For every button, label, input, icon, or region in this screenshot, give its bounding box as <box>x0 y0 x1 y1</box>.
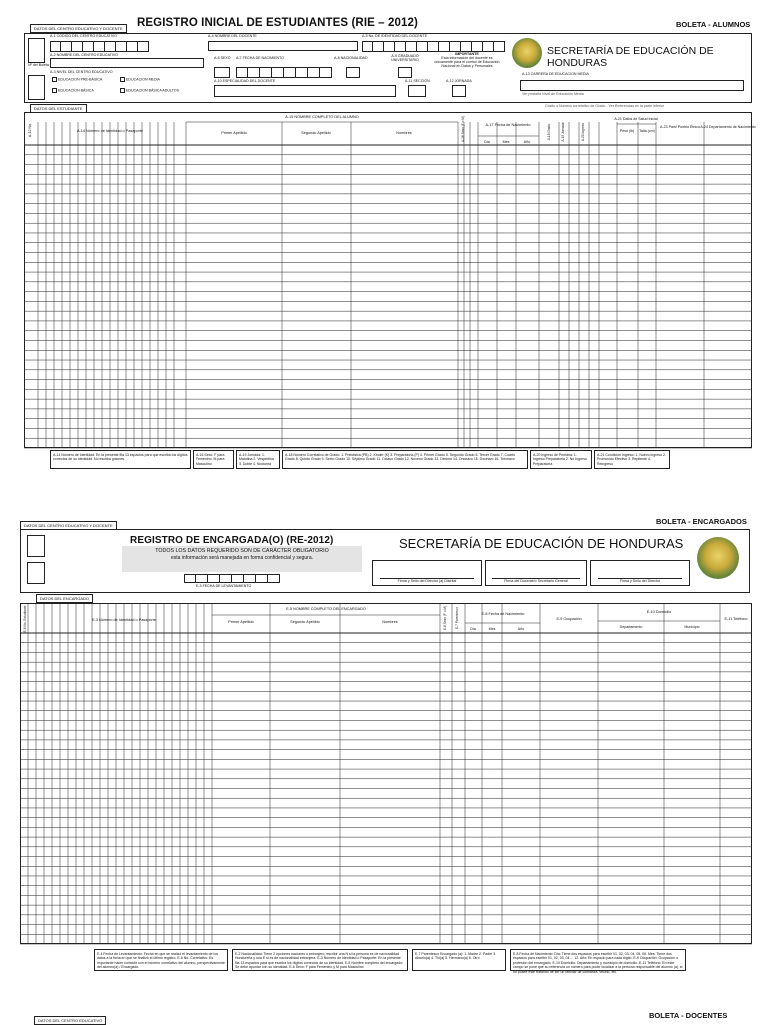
nombre-centro-input[interactable] <box>50 58 204 68</box>
column-header: Talla (cm) <box>639 129 655 133</box>
column-header: E-11 Teléfono <box>724 617 748 621</box>
legend-text: A-14 Número de Identidad: En la presente fila 13 espacios para que escriba los dígitos correctos de su identidad. No escriba guiones. <box>53 453 188 462</box>
column-header: Mes <box>488 627 496 631</box>
legend-text: A-20 Ingreso de Primaria: 1. Ingreso Preparatoria 2. No Ingreso Preparatoria <box>533 453 587 466</box>
column-header: Nombres <box>396 131 412 135</box>
encargado-table[interactable] <box>20 603 752 944</box>
especialidad-input[interactable] <box>214 85 396 97</box>
form-title: REGISTRO DE ENCARGADA(O) (RE-2012) <box>130 535 334 546</box>
column-header: Nombres <box>382 620 398 624</box>
legend-ingreso <box>530 450 592 469</box>
a5-label: A-5 No. DE IDENTIDAD DEL DOCENTE <box>362 34 427 38</box>
legend-text: E-2 Nacionalidad: Tiene 2 opciones naciones o extranjero, escribir una N si la persona es de nacionalidad Hondureña y una E si es de nacionalidad extranjera. E-3 Número de Identidad o Pasaporte: En la presente fila 13 espacios para que escriba los dígitos correctos de su identidad. E-5 Nombre completo del encargado: Se debe apuntar con su identidad. E-6 Sexo: F para Femenino y M para Masculino <box>235 952 404 970</box>
subtitle2: esta información será manejada en forma confidencial y segura. <box>170 555 314 561</box>
a1-label: A-1 CODIGO DEL CENTRO EDUCATIVO <box>50 34 117 38</box>
subtitle1: TODOS LOS DATOS REQUERIDO SON DE CARÁCTER OBLIGATORIO <box>155 548 329 554</box>
column-header: Municipio <box>684 625 700 629</box>
column-header: A-15 NOMBRE COMPLETO DEL ALUMNO <box>285 115 359 119</box>
table-border <box>25 113 752 448</box>
table-border <box>21 604 752 944</box>
column-header: Primer Apellido <box>228 620 254 624</box>
field-box[interactable] <box>28 75 45 100</box>
column-header: E-3 Número de Identidad o Pasaporte <box>92 618 156 622</box>
column-header: A-23 País/ Pueblo Étnico <box>660 125 700 129</box>
codigo-input[interactable] <box>50 41 149 52</box>
carrera-note: Ver pestaña Nivel de Educación Media <box>522 92 584 96</box>
nivel-option[interactable]: EDUCACION BÁSICA ADULTOS <box>120 88 179 93</box>
column-header: A-24 Departamento de Nacimiento <box>700 125 756 129</box>
column-header: Mes <box>502 140 510 144</box>
column-header: E-6 No. Estudiante <box>23 605 27 633</box>
legend-identidad <box>50 450 191 469</box>
column-header: Departamento <box>619 625 643 629</box>
firma-label: Firma del Docente/o Secretario General <box>504 579 568 583</box>
student-table[interactable] <box>24 112 756 448</box>
graduado-input[interactable] <box>398 67 412 78</box>
column-header: Primer Apellido <box>221 131 247 135</box>
a13-label: A-13 CARRERA DE EDUCACION MEDIA <box>522 72 589 76</box>
column-header: E-8 Fecha de Nacimiento <box>481 612 525 616</box>
legend-nacimiento <box>510 949 686 974</box>
column-header: A-18 Grado <box>547 123 551 141</box>
jornada-input[interactable] <box>452 85 466 97</box>
form-title: REGISTRO INICIAL DE ESTUDIANTES (RIE – 2012) <box>137 17 418 29</box>
nivel-option[interactable]: EDUCACION BÁSICA <box>52 88 94 93</box>
tab-datos-estudiante: DATOS DEL ESTUDIANTE <box>30 104 87 113</box>
boleta-label: BOLETA - ALUMNOS <box>676 20 751 29</box>
field-caption: Nº del Boleta <box>28 63 49 67</box>
field-box[interactable] <box>27 562 45 584</box>
honduras-seal-icon <box>512 38 542 68</box>
column-header: A-17 Fecha de Nacimiento <box>485 123 531 127</box>
grado-note: Grado o Número correlativo de Grado - Ver Referencias en la parte inferior <box>545 104 665 108</box>
column-header: Año <box>517 627 525 631</box>
legend-jornada <box>236 450 280 469</box>
nombre-docente-input[interactable] <box>208 41 358 51</box>
legend-text: A-18 Número Correlativo de Grado: 1. Prebásica (PB) 2. Kinder (K) 3. Preparatoria (P) 4. Primer Grado 5. Segundo Grado 6. Tercer Grado 7. Cuarto Grado 8. Quinto Grado 9. Sexto Grado 10. Séptimo Grado 11. Octavo Grado 12. Noveno Grado 13. Décimo 14. Onceavo 15. Doceavo 16. Treceavo <box>285 453 516 462</box>
tab-datos-encargado: DATOS DEL ENCARGADO <box>36 594 93 603</box>
column-header: Peso (lb) <box>619 129 635 133</box>
a3-label: A-3 NIVEL DEL CENTRO EDUCATIVO <box>50 70 113 74</box>
legend-nacionalidad <box>232 949 408 971</box>
legend-sexo <box>193 450 234 469</box>
legend-text: E-4 Fecha de Levantamiento: Fecha en que se realizó el levantamiento de los datos a la ficha en que se finalizó el último registro. E-6 No. Correlativo: Es importante hacer coincidir con el número correlativo del alumno, perspectivamente del alumno(a) / Encargado. <box>97 952 226 970</box>
identidad-docente-input[interactable] <box>362 41 505 52</box>
tab-datos-centro: DATOS DEL CENTRO EDUCATIVO <box>34 1016 106 1025</box>
column-header: E-10 Domicilio <box>646 610 672 614</box>
column-header: Segundo Apellido <box>301 131 331 135</box>
column-header: Segundo Apellido <box>290 620 320 624</box>
column-header: Día <box>484 140 490 144</box>
column-header: E-7 Parentesco <box>455 607 459 629</box>
importante-text: Esta información del docente es únicamente para el control de Educación Nacional en Datos y Personales <box>434 55 500 68</box>
column-header: A-21 Datos de Salud Inicial <box>614 117 658 121</box>
a12-label: A-12 JORNADA <box>446 79 472 83</box>
sexo-input[interactable] <box>214 67 230 78</box>
field-box[interactable] <box>28 38 45 63</box>
column-header: E-5 NOMBRE COMPLETO DEL ENCARGADO <box>286 607 366 611</box>
boleta-label: BOLETA - ENCARGADOS <box>656 517 747 526</box>
column-header: A-19 Jornada <box>561 122 565 142</box>
secretaria-title: SECRETARÍA DE EDUCACIÓN DE HONDURAS <box>399 536 684 551</box>
secretaria-title: SECRETARÍA DE EDUCACIÓN DE HONDURAS <box>547 45 714 69</box>
a11-label: A-11 SECCIÓN <box>405 79 430 83</box>
column-header: A-14 Número de Identidad o Pasaporte <box>76 129 144 133</box>
boleta-label: BOLETA - DOCENTES <box>649 1011 728 1020</box>
nacionalidad-input[interactable] <box>346 67 360 78</box>
a2-label: A-2 NOMBRE DEL CENTRO EDUCATIVO <box>50 53 119 57</box>
legend-text: E-8 Fecha de Nacimiento: Día: Tiene dos espacios para escribir 01, 02, 03, 04, 05, 06. Mes: Tiene dos espacios para escribir 01, 02, 03, 04 ... 12. Año: En espacio para cada dígito. E-9 Ocupación: Ocupación o profesión del encargado. E-10 Domicilio: Departamento y municipio de domicilio. E-11 Teléfono: En este campo se pone que su referencia un número para poder localizar a la persona responsable del alumno (a), si no posee este tratando de ser un familiar de confianza, vecino, etc. <box>513 952 683 974</box>
a9-label: A-9 GRADUADO UNIVERSITARIO <box>391 54 419 62</box>
importante-label: IMPORTANTE <box>455 52 479 56</box>
column-header: A-16 Sexo (F o M) <box>461 115 465 143</box>
column-header: A-12 No. <box>28 122 32 138</box>
legend-text: A-21 Condición Ingreso: 1. Nuevo ingreso 2. Promovido Efectivo 3. Repitente 4. Reingreso <box>597 453 666 466</box>
legend-text: E-7 Parentesco Encargado (a): 1. Madre 2. Padre 3. Abuelo(a) 4. Tío(a) 5. Hermano(a) 6. Otro <box>415 952 497 961</box>
a6-label: A-6 SEXO <box>214 56 231 60</box>
field-box[interactable] <box>27 535 45 557</box>
honduras-seal-icon <box>697 537 739 579</box>
a4-label: A-4 NOMBRE DEL DOCENTE <box>208 34 257 38</box>
carrera-input[interactable] <box>520 80 744 91</box>
column-header: Día <box>470 627 476 631</box>
legend-text: A-16 Sexo: F para Femenino, M para Masculino <box>196 453 225 466</box>
fecha-levantamiento-input[interactable] <box>184 574 280 583</box>
column-header: E-6 Sexo (F o M) <box>443 605 447 631</box>
fecha-nac-input[interactable] <box>236 67 332 78</box>
legend-fecha <box>94 949 228 971</box>
seccion-input[interactable] <box>408 85 426 97</box>
legend-condicion <box>594 450 670 469</box>
tab-datos-centro: DATOS DEL CENTRO EDUCATIVO Y DOCENTE <box>20 521 117 530</box>
column-header: A-20 Ingreso <box>581 122 585 142</box>
importante-note <box>432 53 502 69</box>
a8-label: A-8 NACIONALIDAD <box>334 56 368 60</box>
nivel-option[interactable]: EDUCACION PRE-BÁSICA <box>52 77 102 82</box>
firma-label: Firma y Sello del Director (a) Distrital <box>397 579 457 583</box>
legend-parentesco <box>412 949 506 971</box>
firma-label: Firma y Sello del Director <box>619 579 661 583</box>
nivel-option[interactable]: EDUCACION MEDIA <box>120 77 160 82</box>
legend-text: A-19 Jornada: 1. Matutina 2. Vespertina 3. Doble 4. Nocturna <box>239 453 274 466</box>
legend-grado <box>282 450 528 469</box>
column-header: Año <box>523 140 531 144</box>
a10-label: A-10 ESPECIALIDAD DEL DOCENTE <box>214 79 276 83</box>
column-header: E-9 Ocupación <box>556 617 582 621</box>
e5-label: E-5 FECHA DE LEVANTAMIENTO <box>196 584 252 588</box>
a7-label: A-7 FECHA DE NACIMIENTO <box>236 56 285 60</box>
tab-datos-centro: DATOS DEL CENTRO EDUCATIVO Y DOCENTE <box>30 24 127 33</box>
